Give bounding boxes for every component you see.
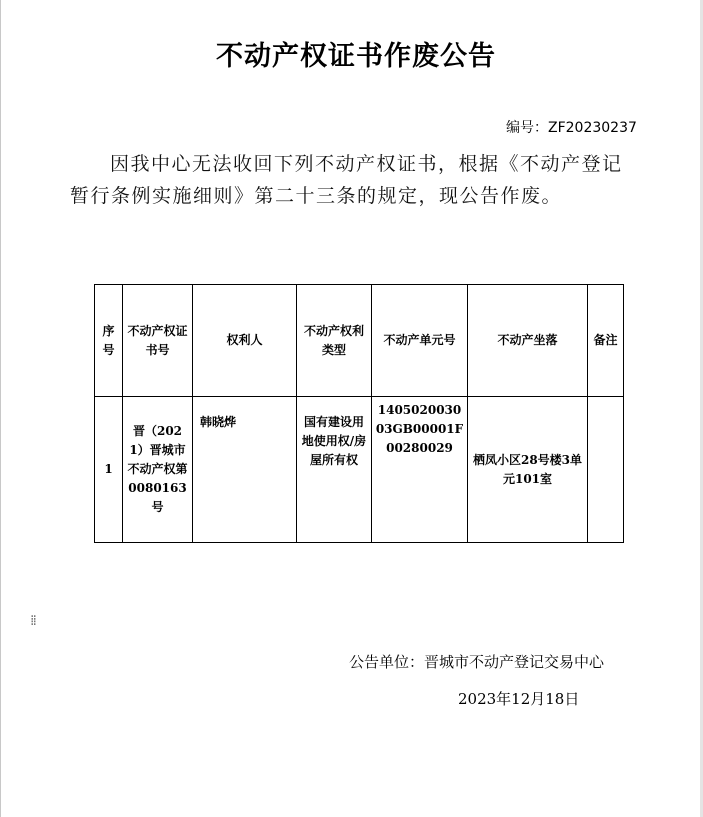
paragraph-line-1: 因我中心无法收回下列不动产权证书，根据《不动产登记 [110,153,623,175]
announcement-date: 2023年12月18日 [458,690,580,708]
header-seq: 序号 [95,285,123,397]
header-remark: 备注 [588,285,624,397]
header-cert-no: 不动产权证书号 [123,285,193,397]
table-header-row [95,285,624,397]
page-left-border [0,0,1,817]
announcement-paragraph [70,148,650,212]
document-number: 编号：ZF20230237 [506,120,637,136]
cell-owner: 韩晓烨 [193,397,297,543]
issuer: 公告单位：晋城市不动产登记交易中心 [349,653,605,671]
cell-cert-no: 晋（2021）晋城市不动产权第0080163号 [123,397,193,543]
cell-right-type: 国有建设用地使用权/房屋所有权 [297,397,372,543]
cell-unit-no: 140502003003GB00001F00280029 [372,397,468,543]
page-title: 不动产权证书作废公告 [216,41,496,72]
cell-seq: 1 [95,397,123,543]
header-location: 不动产坐落 [468,285,588,397]
paragraph-line-2: 暂行条例实施细则》第二十三条的规定，现公告作废。 [70,185,563,207]
cell-remark [588,397,624,543]
table-row [95,397,624,543]
cell-location: 栖凤小区28号楼3单元101室 [468,397,588,543]
header-right-type: 不动产权利类型 [297,285,372,397]
header-owner: 权利人 [193,285,297,397]
header-unit-no: 不动产单元号 [372,285,468,397]
drag-handle-icon[interactable]: ⁞⁞ [30,613,35,629]
certificate-table [94,284,624,543]
